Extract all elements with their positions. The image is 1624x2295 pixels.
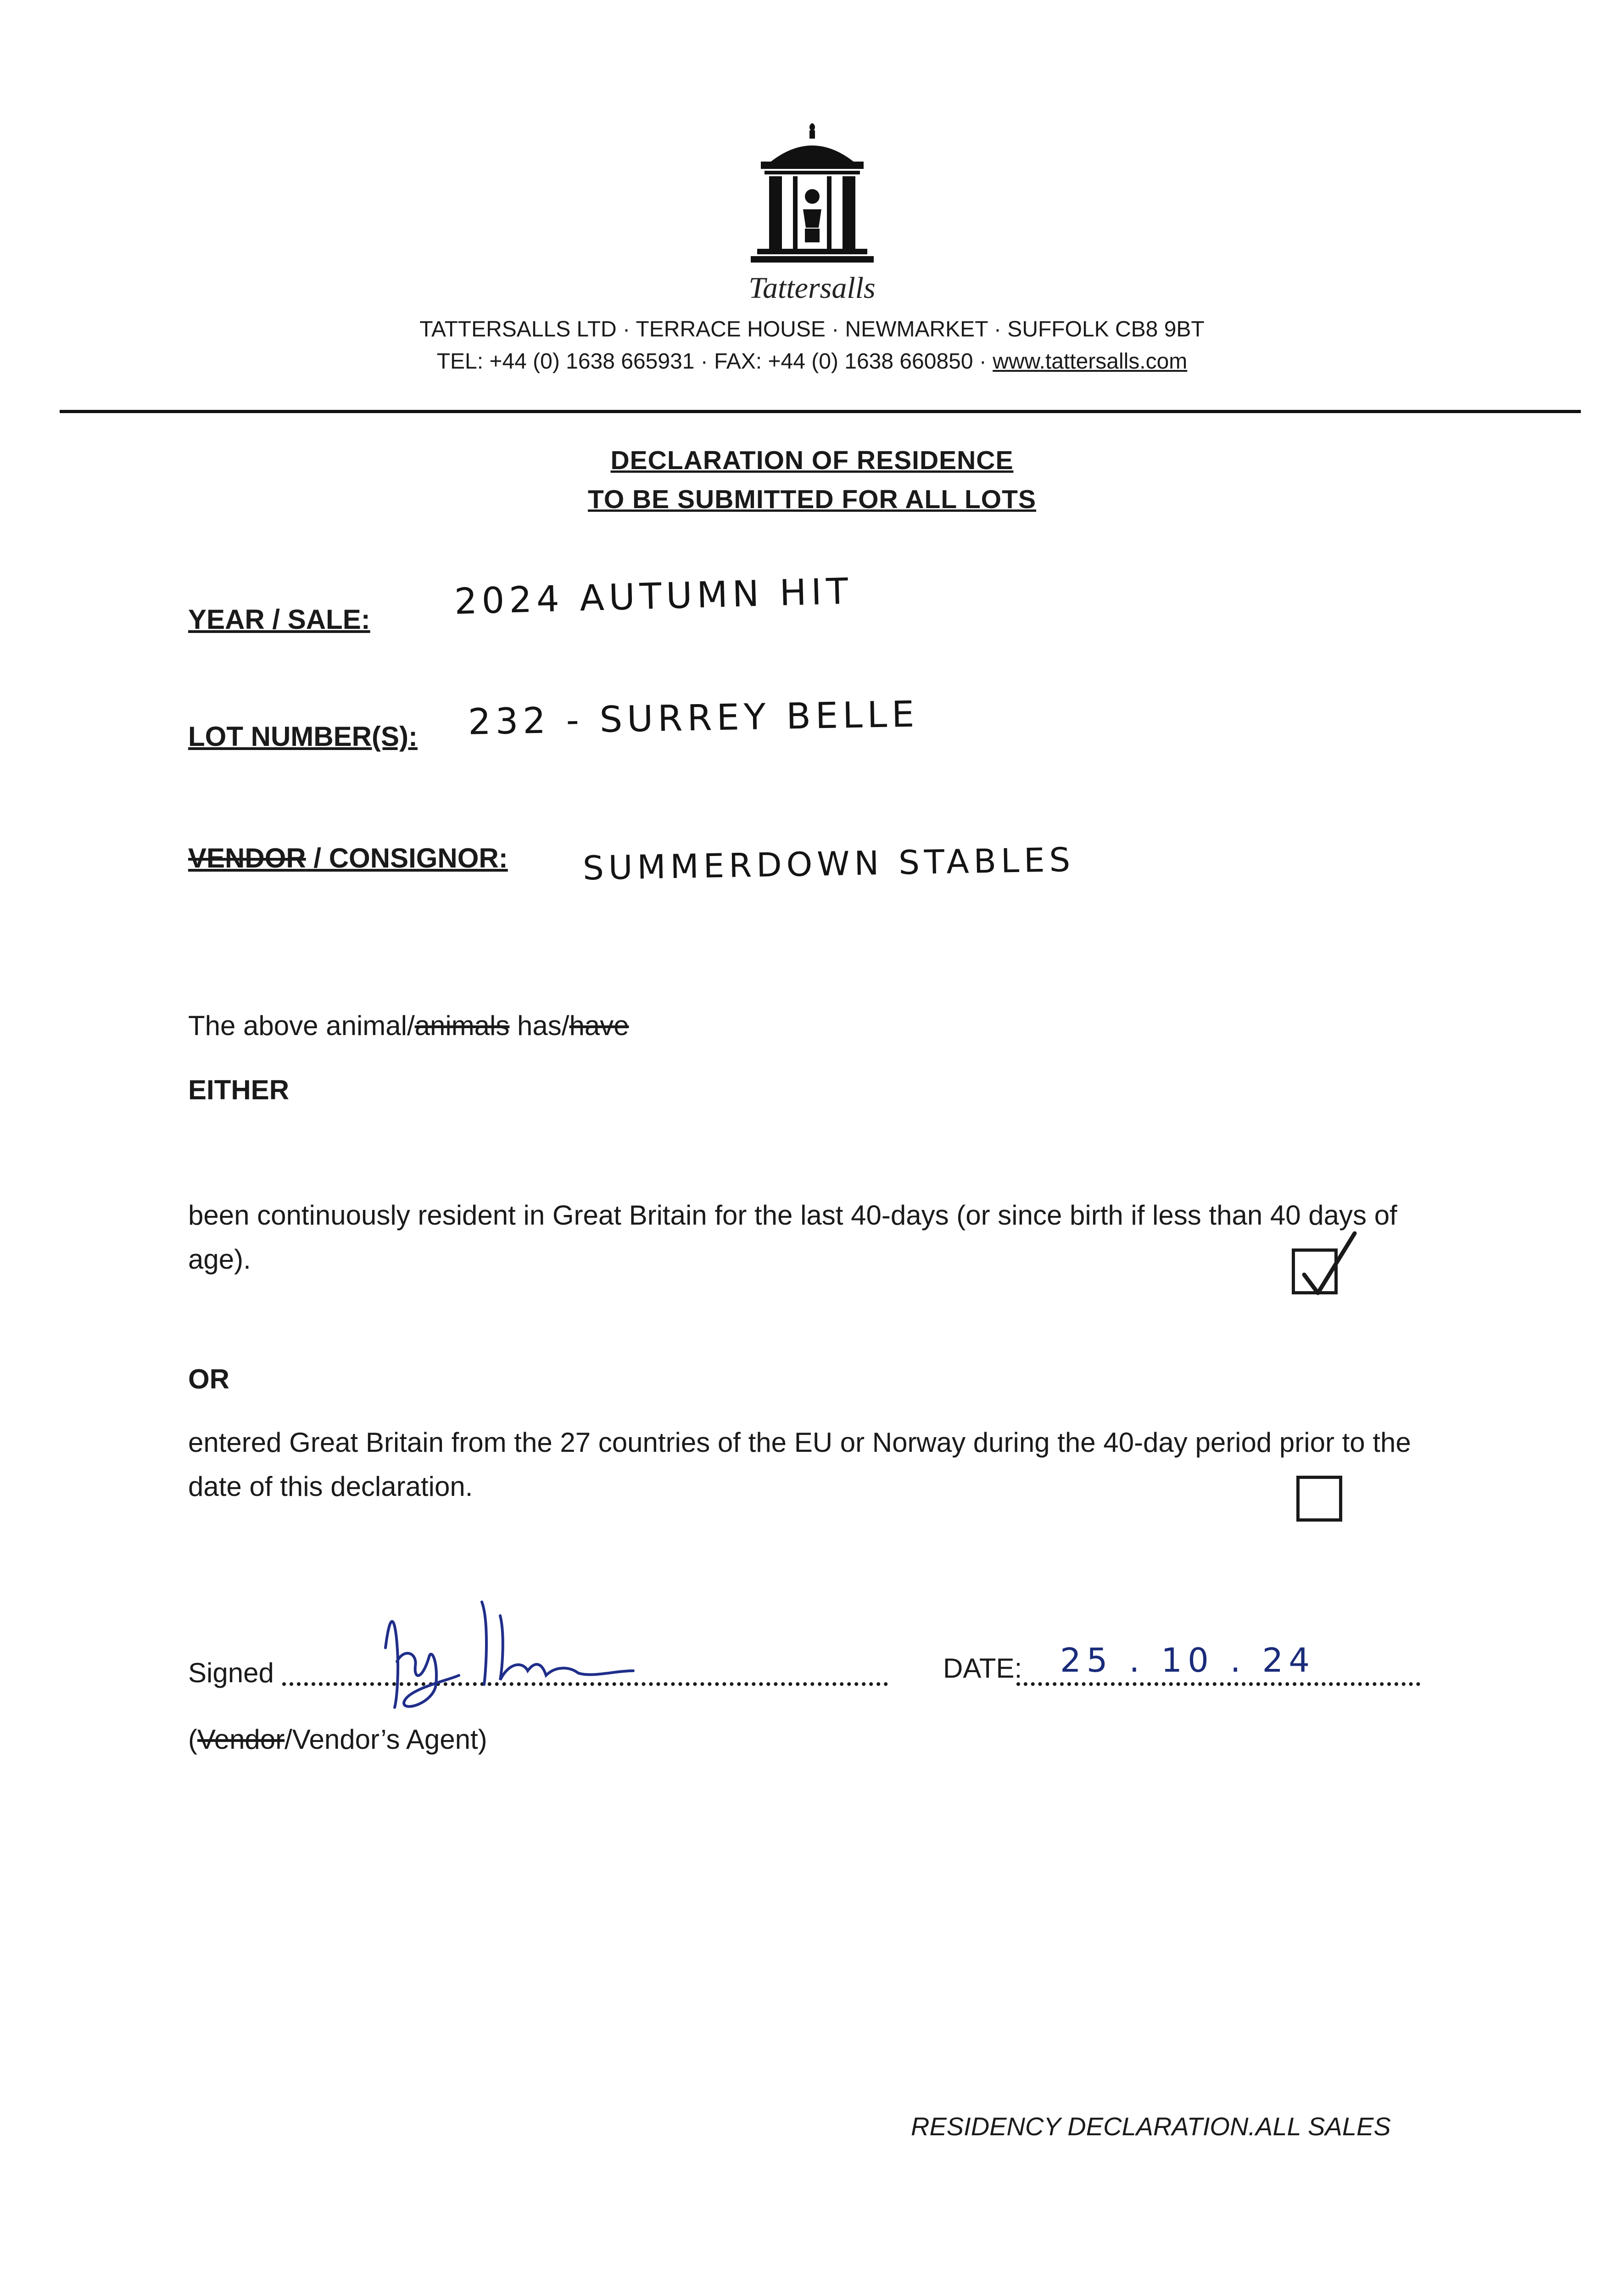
checkmark-icon bbox=[1290, 1229, 1359, 1302]
consignor-value[interactable]: SUMMERDOWN STABLES bbox=[582, 840, 1075, 888]
vendor-struck-caption: Vendor bbox=[197, 1724, 285, 1755]
signed-label: Signed bbox=[188, 1657, 274, 1688]
year-sale-label: YEAR / SALE: bbox=[188, 604, 370, 635]
contact-line bbox=[0, 349, 1624, 374]
consignor-label-text: / CONSIGNOR: bbox=[306, 843, 508, 873]
animals-struck: animals bbox=[414, 1010, 510, 1041]
vendor-agent-text: /Vendor’s Agent) bbox=[285, 1724, 487, 1755]
either-heading: EITHER bbox=[188, 1075, 290, 1105]
option-entered-checkbox[interactable] bbox=[1296, 1476, 1342, 1522]
lot-number-value[interactable]: 232 - SURREY BELLE bbox=[468, 694, 920, 743]
address-line: TATTERSALLS LTD · TERRACE HOUSE · NEWMARKET · SUFFOLK CB8 9BT bbox=[419, 317, 1205, 341]
vendor-struck: VENDOR bbox=[188, 843, 306, 873]
form-subtitle: TO BE SUBMITTED FOR ALL LOTS bbox=[588, 485, 1036, 514]
header-divider bbox=[60, 410, 1581, 413]
date-value[interactable]: 25 . 10 . 24 bbox=[1060, 1641, 1316, 1679]
agent-paren: ( bbox=[188, 1724, 197, 1755]
statement-has: has/ bbox=[509, 1010, 569, 1041]
option-resident-checkbox[interactable] bbox=[1292, 1248, 1338, 1294]
option-resident-text: been continuously resident in Great Britain for the last 40-days (or since birth if less than 40 days of age). bbox=[188, 1200, 1397, 1275]
animal-statement bbox=[188, 1010, 629, 1041]
agent-caption bbox=[188, 1724, 487, 1755]
website-link[interactable]: www.tattersalls.com bbox=[993, 349, 1188, 374]
statement-prefix: The above animal/ bbox=[188, 1010, 415, 1041]
year-sale-value[interactable]: 2024 AUTUMN HIT bbox=[453, 571, 854, 623]
form-title: DECLARATION OF RESIDENCE bbox=[610, 446, 1014, 475]
date-label: DATE: bbox=[943, 1653, 1022, 1684]
consignor-label bbox=[188, 842, 508, 874]
phone-fax: TEL: +44 (0) 1638 665931 · FAX: +44 (0) 1638 660850 · bbox=[436, 349, 993, 374]
handwritten-signature bbox=[376, 1593, 716, 1721]
or-heading: OR bbox=[188, 1364, 229, 1394]
option-entered-text: entered Great Britain from the 27 countries of the EU or Norway during the 40-day period prior to the date of this declaration. bbox=[188, 1427, 1411, 1502]
brand-name: Tattersalls bbox=[748, 271, 876, 305]
footer-reference: RESIDENCY DECLARATION.ALL SALES bbox=[911, 2112, 1391, 2141]
lot-number-label: LOT NUMBER(S): bbox=[188, 721, 418, 752]
have-struck: have bbox=[569, 1010, 629, 1041]
tattersalls-logo-icon bbox=[734, 119, 890, 275]
